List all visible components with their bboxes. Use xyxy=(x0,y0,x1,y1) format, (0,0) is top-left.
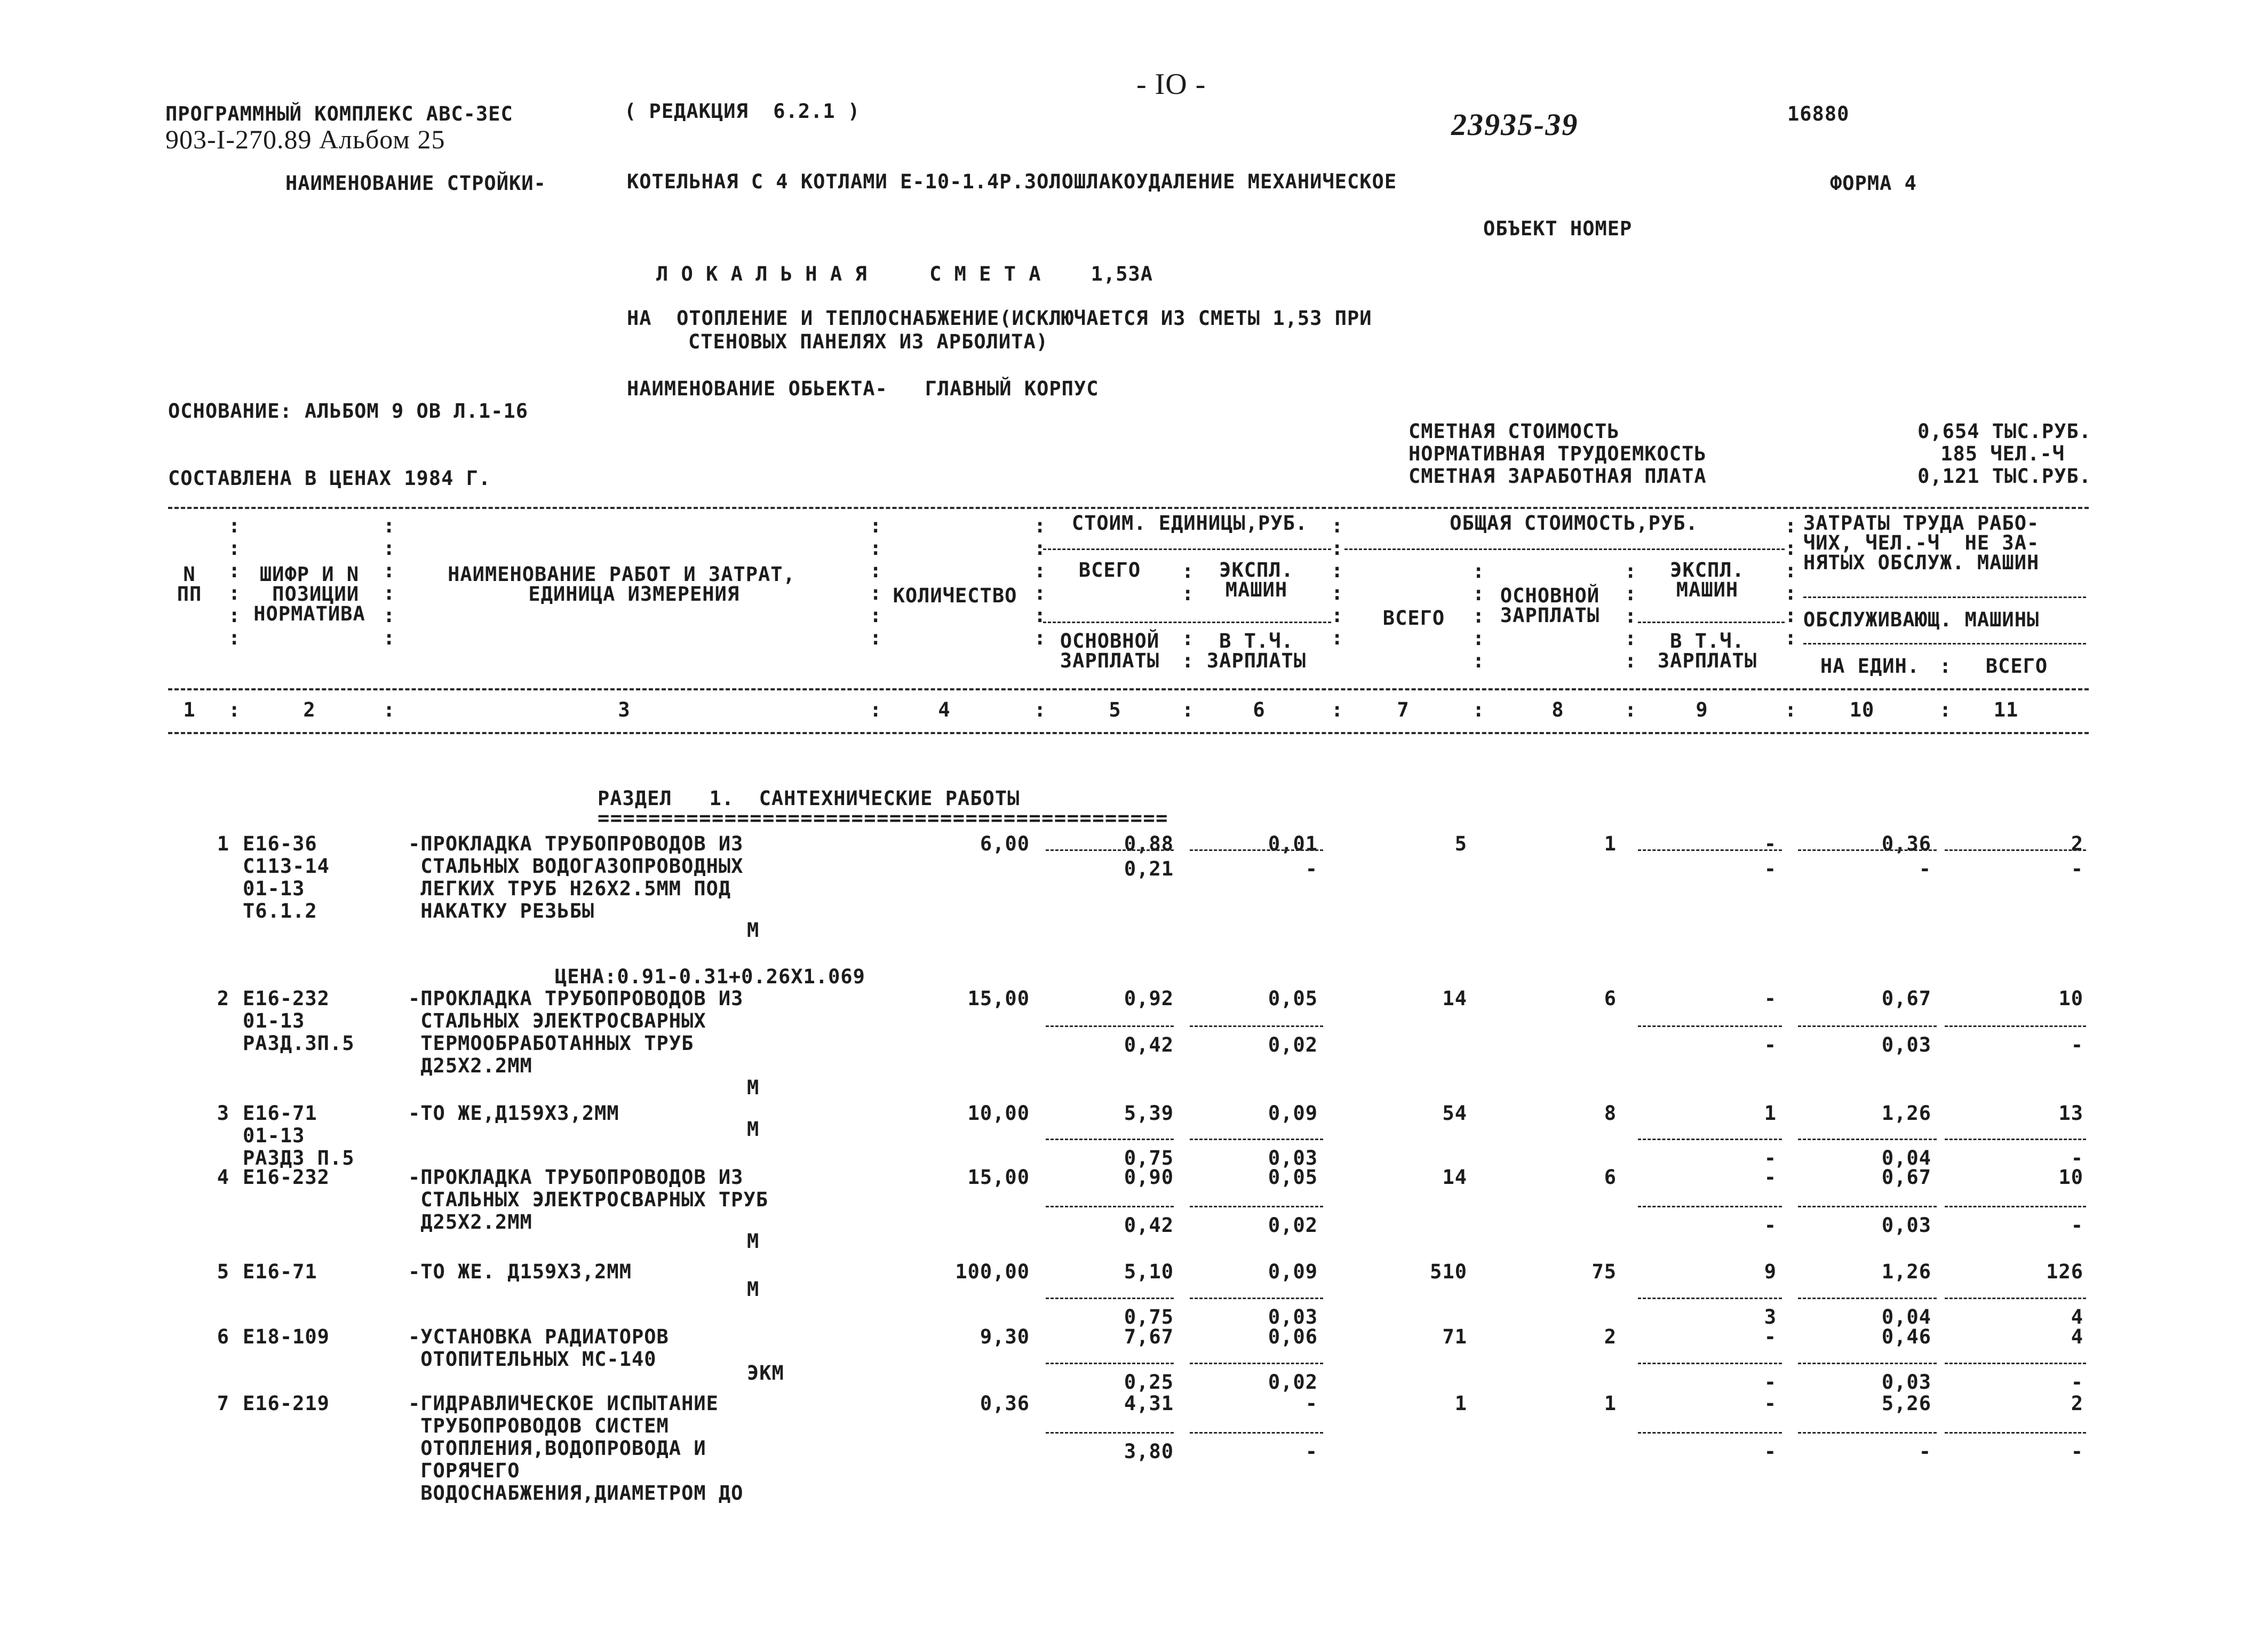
value-divider xyxy=(1798,1363,1937,1364)
total-cost: 14 xyxy=(1442,1166,1467,1189)
value-divider xyxy=(1190,1139,1323,1140)
total-wages: 75 xyxy=(1591,1260,1617,1283)
norm-code: Т6.1.2 xyxy=(243,900,317,922)
total-wages: 6 xyxy=(1604,1166,1617,1189)
header-separator: : : : : : : xyxy=(1785,514,1797,649)
norm-code: 01-13 xyxy=(243,1009,305,1032)
unit-cost-total: 5,10 xyxy=(1124,1260,1174,1283)
unit-cost-total: 0,88 xyxy=(1124,832,1174,855)
col-number-separator: : xyxy=(1473,698,1485,721)
object-name: НАИМЕНОВАНИЕ ОБЬЕКТА- ГЛАВНЫЙ КОРПУС xyxy=(627,377,1099,400)
header-total-cost: ОБЩАЯ СТОИМОСТЬ,РУБ. xyxy=(1450,512,1698,535)
header-unit-total: ВСЕГО xyxy=(1078,559,1141,582)
total-cost: 14 xyxy=(1442,987,1467,1010)
col-number: 5 xyxy=(1109,698,1121,721)
value-divider xyxy=(1046,1139,1174,1140)
quantity: 15,00 xyxy=(967,1166,1030,1189)
value-divider xyxy=(1046,1432,1174,1434)
header-labor-total: ВСЕГО xyxy=(1985,655,2048,678)
unit-cost-wages: 3,80 xyxy=(1124,1440,1174,1463)
col-number: 9 xyxy=(1696,698,1708,721)
total-incl-wages: 3 xyxy=(1764,1306,1777,1328)
norm-code: Е16-36 xyxy=(243,832,317,855)
col-number-separator: : xyxy=(1625,698,1637,721)
work-name: ГОРЯЧЕГО xyxy=(408,1459,520,1482)
service-labor-total: - xyxy=(2071,1440,2083,1463)
total-incl-wages: - xyxy=(1764,1033,1777,1056)
summary-value-wages: 0,121 ТЫС.РУБ. xyxy=(1917,465,2091,488)
norm-code: Е16-232 xyxy=(243,987,330,1010)
header-labor-unit: НА ЕДИН. xyxy=(1820,655,1920,678)
col-number: 7 xyxy=(1397,698,1410,721)
price-basis: СОСТАВЛЕНА В ЦЕНАХ 1984 Г. xyxy=(168,467,491,490)
program-name: ПРОГРАММНЫЙ КОМПЛЕКС АВС-ЗЕС xyxy=(165,102,513,125)
unit-cost-wages: 0,42 xyxy=(1124,1033,1174,1056)
labor-per-unit: 1,26 xyxy=(1881,1102,1931,1125)
service-labor-per-unit: 0,03 xyxy=(1881,1214,1931,1237)
unit-cost-total: 7,67 xyxy=(1124,1325,1174,1348)
work-name: Д25Х2.2ММ xyxy=(408,1211,532,1234)
value-divider xyxy=(1638,1206,1782,1207)
header-labor: ЗАТРАТЫ ТРУДА РАБО- ЧИХ, ЧЕЛ.-Ч НЕ ЗА- НЯТЫХ ОБСЛУЖ. МАШИН xyxy=(1803,512,2040,574)
col-number-separator: : xyxy=(1331,698,1343,721)
total-incl-wages: - xyxy=(1764,1147,1777,1169)
value-divider xyxy=(1190,1206,1323,1207)
unit-cost-incl-wages: 0,03 xyxy=(1268,1147,1318,1169)
unit-cost-incl-wages: 0,02 xyxy=(1268,1033,1318,1056)
measure-unit: М xyxy=(747,1230,760,1253)
value-divider xyxy=(1945,1298,2086,1299)
value-divider xyxy=(1638,1432,1782,1434)
col-number-separator: : xyxy=(228,698,241,721)
work-name: -ГИДРАВЛИЧЕСКОЕ ИСПЫТАНИЕ xyxy=(408,1392,719,1415)
value-divider xyxy=(1798,1139,1937,1140)
col-number: 11 xyxy=(1993,698,2019,721)
header-separator: : : : : : : xyxy=(228,514,241,649)
labor-total: 126 xyxy=(2046,1260,2083,1283)
table-top-rule xyxy=(168,507,2089,509)
value-divider xyxy=(1046,1025,1174,1027)
header-rule xyxy=(1803,643,2086,645)
value-divider xyxy=(1190,1298,1323,1299)
service-labor-per-unit: - xyxy=(1919,857,1931,880)
summary-label-wages: СМЕТНАЯ ЗАРАБОТНАЯ ПЛАТА xyxy=(1408,465,1707,488)
work-name: СТАЛЬНЫХ ЭЛЕКТРОСВАРНЫХ xyxy=(408,1009,706,1032)
album-reference: 903-I-270.89 Альбом 25 xyxy=(165,124,445,154)
labor-total: 13 xyxy=(2058,1102,2083,1125)
service-labor-total: 4 xyxy=(2071,1306,2083,1328)
document-number: 23935-39 xyxy=(1451,107,1579,142)
work-name: -УСТАНОВКА РАДИАТОРОВ xyxy=(408,1325,669,1348)
total-machines: - xyxy=(1764,1166,1777,1189)
quantity: 9,30 xyxy=(980,1325,1030,1348)
col-number: 10 xyxy=(1849,698,1875,721)
measure-unit: М xyxy=(747,1278,760,1301)
value-divider xyxy=(1638,1363,1782,1364)
total-machines: 1 xyxy=(1764,1102,1777,1125)
construction-label: НАИМЕНОВАНИЕ СТРОЙКИ- xyxy=(285,172,546,195)
service-labor-per-unit: - xyxy=(1919,1440,1931,1463)
value-divider xyxy=(1798,1298,1937,1299)
col-number-separator: : xyxy=(870,698,882,721)
col-number: 6 xyxy=(1253,698,1266,721)
value-divider xyxy=(1945,1363,2086,1364)
unit-cost-machines: 0,06 xyxy=(1268,1325,1318,1348)
total-machines: - xyxy=(1764,832,1777,855)
work-name: -ПРОКЛАДКА ТРУБОПРОВОДОВ ИЗ xyxy=(408,1166,744,1189)
header-separator: : : : : : : xyxy=(1034,514,1046,649)
col-number-separator: : xyxy=(1034,698,1046,721)
header-unit-machines: ЭКСПЛ. МАШИН xyxy=(1219,559,1294,601)
unit-cost-machines: 0,01 xyxy=(1268,832,1318,855)
value-divider xyxy=(1046,1206,1174,1207)
value-divider xyxy=(1046,849,1174,851)
subject-line-1: НА ОТОПЛЕНИЕ И ТЕПЛОСНАБЖЕНИЕ(ИСКЛЮЧАЕТСЯ ИЗ СМЕТЫ 1,53 ПРИ xyxy=(627,307,1372,330)
quantity: 15,00 xyxy=(967,987,1030,1010)
value-divider xyxy=(1190,849,1323,851)
value-divider xyxy=(1798,1432,1937,1434)
work-name: ЛЕГКИХ ТРУБ Н26Х2.5ММ ПОД xyxy=(408,877,731,900)
value-divider xyxy=(1190,1363,1323,1364)
norm-code: Е16-219 xyxy=(243,1392,330,1415)
labor-total: 10 xyxy=(2058,987,2083,1010)
service-labor-per-unit: 0,03 xyxy=(1881,1033,1931,1056)
header-col-name: НАИМЕНОВАНИЕ РАБОТ И ЗАТРАТ, ЕДИНИЦА ИЗМЕРЕНИЯ xyxy=(448,563,795,606)
basis: ОСНОВАНИЕ: АЛЬБОМ 9 ОВ Л.1-16 xyxy=(168,400,529,423)
unit-cost-wages: 0,75 xyxy=(1124,1306,1174,1328)
total-cost: 5 xyxy=(1454,832,1467,855)
norm-code: 01-13 xyxy=(243,1124,305,1147)
col-number-separator: : xyxy=(1182,698,1194,721)
header-unit-wages: ОСНОВНОЙ ЗАРПЛАТЫ xyxy=(1060,630,1160,672)
header-unit-cost: СТОИМ. ЕДИНИЦЫ,РУБ. xyxy=(1071,512,1308,535)
total-incl-wages: - xyxy=(1764,1371,1777,1394)
work-name: СТАЛЬНЫХ ВОДОГАЗОПРОВОДНЫХ xyxy=(408,855,744,878)
header-rule xyxy=(1043,622,1331,623)
labor-total: 4 xyxy=(2071,1325,2083,1348)
work-name: ОТОПИТЕЛЬНЫХ МС-140 xyxy=(408,1348,657,1371)
value-divider xyxy=(1798,1025,1937,1027)
value-divider xyxy=(1638,1025,1782,1027)
unit-cost-machines: 0,09 xyxy=(1268,1260,1318,1283)
header-total-all: ВСЕГО xyxy=(1382,607,1445,630)
quantity: 100,00 xyxy=(955,1260,1030,1283)
total-incl-wages: - xyxy=(1764,1440,1777,1463)
work-name: ТРУБОПРОВОДОВ СИСТЕМ xyxy=(408,1414,669,1437)
header-col-code: ШИФР И N ПОЗИЦИИ НОРМАТИВА xyxy=(253,563,365,625)
value-divider xyxy=(1638,1298,1782,1299)
norm-code: Е16-232 xyxy=(243,1166,330,1189)
labor-per-unit: 5,26 xyxy=(1881,1392,1931,1415)
unit-cost-total: 0,90 xyxy=(1124,1166,1174,1189)
header-rule xyxy=(1803,596,2086,598)
total-machines: - xyxy=(1764,1392,1777,1415)
labor-per-unit: 0,36 xyxy=(1881,832,1931,855)
labor-per-unit: 0,46 xyxy=(1881,1325,1931,1348)
total-machines: 9 xyxy=(1764,1260,1777,1283)
work-name: -ТО ЖЕ,Д159Х3,2ММ xyxy=(408,1102,619,1125)
col-number: 4 xyxy=(938,698,951,721)
col-number: 8 xyxy=(1551,698,1564,721)
total-wages: 1 xyxy=(1604,832,1617,855)
value-divider xyxy=(1638,849,1782,851)
unit-cost-machines: 0,05 xyxy=(1268,1166,1318,1189)
unit-cost-incl-wages: - xyxy=(1305,857,1318,880)
norm-code: Е16-71 xyxy=(243,1102,317,1125)
unit-cost-wages: 0,75 xyxy=(1124,1147,1174,1169)
labor-total: 2 xyxy=(2071,832,2083,855)
work-name: СТАЛЬНЫХ ЭЛЕКТРОСВАРНЫХ ТРУБ xyxy=(408,1188,769,1211)
work-name: ОТОПЛЕНИЯ,ВОДОПРОВОДА И xyxy=(408,1437,706,1460)
page-number: - IO - xyxy=(1136,68,1206,101)
value-divider xyxy=(1046,1363,1174,1364)
work-name: НАКАТКУ РЕЗЬБЫ xyxy=(408,900,595,922)
total-incl-wages: - xyxy=(1764,1214,1777,1237)
service-labor-per-unit: 0,04 xyxy=(1881,1306,1931,1328)
labor-total: 10 xyxy=(2058,1166,2083,1189)
header-total-wages: ОСНОВНОЙ ЗАРПЛАТЫ xyxy=(1500,584,1600,627)
unit-cost-total: 5,39 xyxy=(1124,1102,1174,1125)
header-rule xyxy=(1043,548,1331,550)
norm-code: РАЗДЗ П.5 xyxy=(243,1147,355,1169)
total-cost: 510 xyxy=(1430,1260,1467,1283)
construction-name: КОТЕЛЬНАЯ С 4 КОТЛАМИ Е-10-1.4Р.ЗОЛОШЛАКОУДАЛЕНИЕ МЕХАНИЧЕСКОЕ xyxy=(627,170,1397,193)
value-divider xyxy=(1945,1139,2086,1140)
edition: ( РЕДАКЦИЯ 6.2.1 ) xyxy=(624,100,861,123)
unit-cost-machines: - xyxy=(1305,1392,1318,1415)
work-name: ВОДОСНАБЖЕНИЯ,ДИАМЕТРОМ ДО xyxy=(408,1482,744,1505)
unit-cost-total: 4,31 xyxy=(1124,1392,1174,1415)
col-number: 3 xyxy=(618,698,631,721)
header-separator: : xyxy=(1939,655,1952,678)
norm-code: 01-13 xyxy=(243,877,305,900)
total-cost: 54 xyxy=(1442,1102,1467,1125)
measure-unit: ЭКМ xyxy=(747,1362,784,1385)
unit-cost-machines: 0,05 xyxy=(1268,987,1318,1010)
value-divider xyxy=(1945,1025,2086,1027)
total-wages: 1 xyxy=(1604,1392,1617,1415)
work-name: -ПРОКЛАДКА ТРУБОПРОВОДОВ ИЗ xyxy=(408,832,744,855)
document-title: Л О К А Л Ь Н А Я С М Е Т А 1,53А xyxy=(656,262,1153,285)
unit-cost-incl-wages: 0,02 xyxy=(1268,1371,1318,1394)
work-name: -ПРОКЛАДКА ТРУБОПРОВОДОВ ИЗ xyxy=(408,987,744,1010)
value-divider xyxy=(1798,1206,1937,1207)
header-separator: : : : : xyxy=(1182,560,1194,672)
quantity: 6,00 xyxy=(980,832,1030,855)
service-labor-per-unit: 0,04 xyxy=(1881,1147,1931,1169)
form-label: ФОРМА 4 xyxy=(1830,172,1917,195)
table-header-rule xyxy=(168,688,2089,690)
norm-code: Е16-71 xyxy=(243,1260,317,1283)
service-labor-per-unit: 0,03 xyxy=(1881,1371,1931,1394)
unit-cost-machines: 0,09 xyxy=(1268,1102,1318,1125)
total-machines: - xyxy=(1764,987,1777,1010)
total-wages: 6 xyxy=(1604,987,1617,1010)
unit-cost-incl-wages: 0,03 xyxy=(1268,1306,1318,1328)
service-labor-total: - xyxy=(2071,1147,2083,1169)
work-name: -ТО ЖЕ. Д159Х3,2ММ xyxy=(408,1260,632,1283)
labor-per-unit: 0,67 xyxy=(1881,987,1931,1010)
value-divider xyxy=(1638,1139,1782,1140)
object-number-label: ОБЪЕКТ НОМЕР xyxy=(1483,217,1633,240)
row-number: 3 xyxy=(217,1102,229,1125)
unit-cost-incl-wages: - xyxy=(1305,1440,1318,1463)
unit-cost-wages: 0,25 xyxy=(1124,1371,1174,1394)
col-number-separator: : xyxy=(383,698,395,721)
total-cost: 71 xyxy=(1442,1325,1467,1348)
summary-label-cost: СМЕТНАЯ СТОИМОСТЬ xyxy=(1408,420,1620,443)
row-number: 1 xyxy=(217,832,229,855)
header-labor-serv: ОБСЛУЖИВАЮЩ. МАШИНЫ xyxy=(1803,608,2040,631)
service-labor-total: - xyxy=(2071,1214,2083,1237)
header-separator: : : : : : : xyxy=(870,514,882,649)
header-col-n: N ПП xyxy=(177,563,202,606)
row-number: 4 xyxy=(217,1166,229,1189)
value-divider xyxy=(1190,1432,1323,1434)
service-labor-total: - xyxy=(2071,1371,2083,1394)
unit-cost-incl-wages: 0,02 xyxy=(1268,1214,1318,1237)
measure-unit: М xyxy=(747,1076,760,1099)
header-separator: : : : : : xyxy=(1473,560,1485,672)
row-number: 2 xyxy=(217,987,229,1010)
unit-cost-wages: 0,42 xyxy=(1124,1214,1174,1237)
row-number: 5 xyxy=(217,1260,229,1283)
section-title: РАЗДЕЛ 1. САНТЕХНИЧЕСКИЕ РАБОТЫ xyxy=(598,787,1020,810)
price-note: ЦЕНА:0.91-0.31+0.26Х1.069 xyxy=(555,965,865,988)
labor-per-unit: 1,26 xyxy=(1881,1260,1931,1283)
summary-value-labor: 185 ЧЕЛ.-Ч xyxy=(1940,442,2065,465)
total-wages: 8 xyxy=(1604,1102,1617,1125)
header-total-machines: ЭКСПЛ. МАШИН xyxy=(1670,559,1745,601)
row-number: 7 xyxy=(217,1392,229,1415)
work-name: Д25Х2.2ММ xyxy=(408,1054,532,1077)
service-labor-total: - xyxy=(2071,857,2083,880)
table-numbers-rule xyxy=(168,732,2089,734)
labor-total: 2 xyxy=(2071,1392,2083,1415)
unit-cost-wages: 0,21 xyxy=(1124,857,1174,880)
measure-unit: М xyxy=(747,1118,760,1141)
unit-cost-total: 0,92 xyxy=(1124,987,1174,1010)
total-incl-wages: - xyxy=(1764,857,1777,880)
header-col-qty: КОЛИЧЕСТВО xyxy=(893,584,1017,607)
header-unit-incl-wages: В Т.Ч. ЗАРПЛАТЫ xyxy=(1206,630,1307,672)
col-number: 1 xyxy=(183,698,196,721)
labor-per-unit: 0,67 xyxy=(1881,1166,1931,1189)
header-total-incl-wages: В Т.Ч. ЗАРПЛАТЫ xyxy=(1657,630,1757,672)
header-separator: : : : : : : xyxy=(1331,514,1343,649)
value-divider xyxy=(1190,1025,1323,1027)
service-labor-total: - xyxy=(2071,1033,2083,1056)
summary-label-labor: НОРМАТИВНАЯ ТРУДОЕМКОСТЬ xyxy=(1408,442,1707,465)
value-divider xyxy=(1945,1432,2086,1434)
header-rule xyxy=(1638,622,1785,623)
col-number: 2 xyxy=(303,698,316,721)
header-rule xyxy=(1344,548,1785,550)
value-divider xyxy=(1046,1298,1174,1299)
subject-line-2: СТЕНОВЫХ ПАНЕЛЯХ ИЗ АРБОЛИТА) xyxy=(688,330,1049,353)
document-code: 16880 xyxy=(1787,102,1850,125)
work-name: ТЕРМООБРАБОТАННЫХ ТРУБ xyxy=(408,1032,694,1055)
measure-unit: М xyxy=(747,919,760,942)
section-underline: ============================================= xyxy=(598,807,1168,830)
norm-code: Е18-109 xyxy=(243,1325,330,1348)
col-number-separator: : xyxy=(1939,698,1952,721)
value-divider xyxy=(1798,849,1937,851)
norm-code: С113-14 xyxy=(243,855,330,878)
norm-code: РАЗД.3П.5 xyxy=(243,1032,355,1055)
row-number: 6 xyxy=(217,1325,229,1348)
header-separator: : : : : : : xyxy=(383,514,395,649)
value-divider xyxy=(1945,849,2086,851)
total-wages: 2 xyxy=(1604,1325,1617,1348)
summary-value-cost: 0,654 ТЫС.РУБ. xyxy=(1917,420,2091,443)
quantity: 10,00 xyxy=(967,1102,1030,1125)
col-number-separator: : xyxy=(1785,698,1797,721)
quantity: 0,36 xyxy=(980,1392,1030,1415)
total-cost: 1 xyxy=(1454,1392,1467,1415)
value-divider xyxy=(1945,1206,2086,1207)
header-separator: : : : : : xyxy=(1625,560,1637,672)
total-machines: - xyxy=(1764,1325,1777,1348)
